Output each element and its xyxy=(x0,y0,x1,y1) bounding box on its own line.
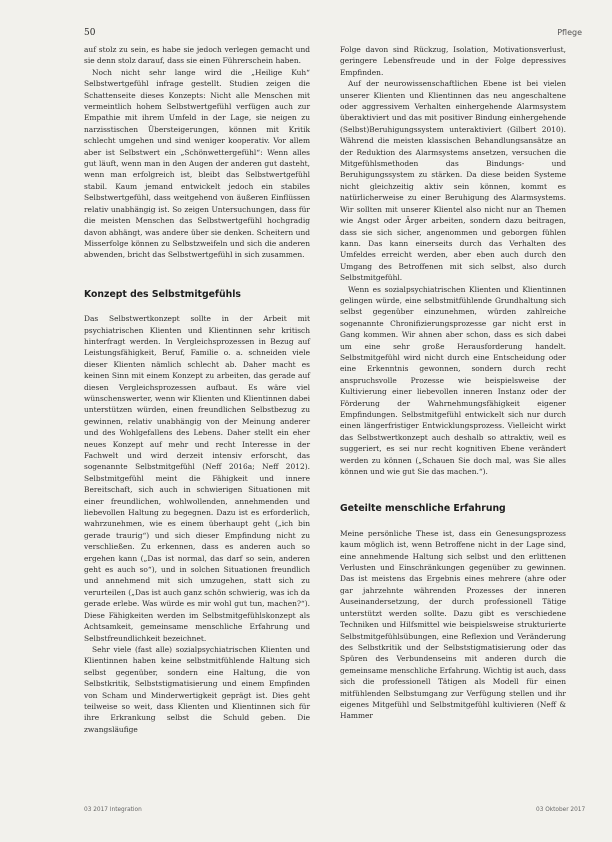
page-number: 50 xyxy=(84,28,96,38)
left-column xyxy=(84,44,310,735)
running-head: Pflege xyxy=(557,28,582,37)
paragraph: Sehr viele (fast alle) sozialpsychiatrischen Klienten und Klientinnen haben keine selbstmitfühlende Haltung sich selbst gegenüber, sondern eine Haltung, die von Selbstkritik, Selbststigmatisierung und einem Empfinden von Scham und Minderwertigkeit geprägt ist. Dies geht teilweise so weit, dass Klienten und Klientinnen sich für ihre Erkrankung selbst die Schuld geben. Die zwangsläufige xyxy=(84,644,310,734)
paragraph: Auf der neurowissenschaftlichen Ebene ist bei vielen unserer Klienten und Klientinnen das neu angeschaltene oder aggressivem Verhalten einhergehende Alarmsystem überaktiviert und das mit positiver Bindung einhergehende (Selbst)Beruhigungssystem unteraktiviert (Gilbert 2010). Während die meisten klassischen Behandlungsansätze an der Reduktion des Alarmsystems ansetzen, versuchen die Mitgefühlsmethoden das Bindungs- und Beruhigungssystem zu stärken. Da diese beiden Systeme nicht gleichzeitig aktiv sein können, kommt es natürlicherweise zu einer Beruhigung des Alarmsystems. Wir sollten mit unserer Klientel also nicht nur an Themen wie Angst oder Ärger arbeiten, sondern dazu beitragen, dass sie sich sicher, angenommen und geborgen fühlen kann. Das kann einerseits durch das Verhalten des Umfeldes erreicht werden, aber eben auch durch den Umgang des Betroffenen mit sich selbst, also durch Selbstmitgefühl. xyxy=(340,79,566,283)
section-heading: Geteilte menschliche Erfahrung xyxy=(340,503,506,515)
paragraph: Das Selbstwertkonzept sollte in der Arbeit mit psychiatrischen Klienten und Klientinnen sehr kritisch hinterfragt werden. In Vergleichsprozessen in Bezug auf Leistungsfähigkeit, Beruf, Familie o. a. schneiden viele dieser Klienten nämlich schlecht ab. Daher macht es keinen Sinn mit einem Konzept zu arbeiten, das gerade auf diesen Vergleichsprozessen aufbaut. Es wäre viel wünschenswerter, wenn wir Klienten und Klientinnen dabei unterstützen würden, einen freundlichen Selbstbezug zu gewinnen, relativ unabhängig von der Meinung anderer und des Wohlgefallens des Lebens. Daher stellt ein eher neues Konzept auf mehr und recht Interesse in der Fachwelt und wird derzeit intensiv erforscht, das sogenannte Selbstmitgefühl (Neff 2016a; Neff 2012). Selbstmitgefühl meint die Fähigkeit und innere Bereitschaft, sich auch in schwierigen Situationen mit einer freundlichen, wohlwollenden, annehmenden und liebevollen Haltung zu begegnen. Dazu ist es erforderlich, wahrzunehmen, wie es einem überhaupt geht („ich bin gerade traurig“) und sich dieser Empfindung nicht zu verschließen. Zu erkennen, dass es anderen auch so ergehen kann („Das ist normal, das darf so sein, anderen geht es auch so“), und in solchen Situationen freundlich und annehmend mit sich umzugehen, statt sich zu verurteilen („Das ist auch ganz schön schwierig, was ich da gerade erlebe. Was würde es mir wohl gut tun, machen?“). Diese Fähigkeiten werden im Selbstmitgefühlskonzept als Achtsamkeit, gemeinsame menschliche Erfahrung und Selbstfreundlichkeit bezeichnet. xyxy=(84,314,310,643)
section-heading: Konzept des Selbstmitgefühls xyxy=(84,288,241,300)
footer-left: 03 2017 Integration xyxy=(84,807,142,813)
paragraph: auf stolz zu sein, es habe sie jedoch verlegen gemacht und sie denn stolz darauf, dass sie einen Führerschein haben. xyxy=(84,45,310,66)
right-column xyxy=(340,44,566,722)
paragraph: Noch nicht sehr lange wird die „Heilige Kuh“ Selbstwertgefühl infrage gestellt. Studien zeigen die Schattenseite dieses Konzepts: Nicht alle Menschen mit vermeintlich hohem Selbstwertgefühl verfügen auch zur Empathie mit ihrem Umfeld in der Lage, sie neigen zu narzisstischen Übersteigerungen, können mit Kritik schlecht umgehen und sind weniger kooperativ. Vor allem aber ist Selbstwert ein „Schönwettergefühl“: Wenn alles gut läuft, wenn man in den Augen der anderen gut dasteht, wenn man erfolgreich ist, bleibt das Selbstwertgefühl stabil. Kaum jemand entwickelt jedoch ein stabiles Selbstwertgefühl, dass weitgehend von äußeren Einflüssen relativ unabhängig ist. So zeigen Untersuchungen, dass für die meisten Menschen das Selbstwertgefühl hochgradig davon abhängt, was andere über sie denken. Scheitern und Misserfolge können zu Selbstzweifeln und sich die anderen abwenden, bricht das Selbstwertgefühl in sich zusammen. xyxy=(84,67,310,260)
paragraph: Meine persönliche These ist, dass ein Genesungsprozess kaum möglich ist, wenn Betroffene nicht in der Lage sind, eine annehmende Haltung sich selbst und den erlittenen Verlusten und Einschränkungen gegenüber zu gewinnen. Das ist meistens das Ergebnis eines mehrere (ahre oder gar jahrzehnte währenden Prozesses der inneren Auseinandersetzung, der durch professionell Tätige unterstützt werden sollte. Dazu gibt es verschiedene Techniken und Hilfsmittel wie beispielsweise strukturierte Selbstmitgefühlsübungen, eine Reflexion und Veränderung des Selbstkritik und der Selbststigmatisierung oder das Spüren des Verbundenseins mit anderen durch die gemeinsame menschliche Erfahrung. Wichtig ist auch, dass sich die professionell Tätigen als Modell für einen mitfühlenden Selbstumgang zur Verfügung stellen und ihr eigenes Mitgefühl und Selbstmitgefühl kultivieren (Neff & Hammer xyxy=(340,528,566,721)
paragraph: Folge davon sind Rückzug, Isolation, Motivationsverlust, geringere Lebensfreude und in der Folge depressives Empfinden. xyxy=(340,45,566,77)
paragraph: Wenn es sozialpsychiatrischen Klienten und Klientinnen gelingen würde, eine selbstmitfühlende Grundhaltung sich selbst gegenüber einzunehmen, würden zahlreiche sogenannte Chronifizierungsprozesse gar nicht erst in Gang kommen. Wir ahnen aber schon, dass es sich dabei um eine sehr große Herausforderung handelt. Selbstmitgefühl wird nicht durch eine Entscheidung oder eine Erkenntnis gewonnen, sondern durch recht anspruchsvolle Prozesse wie beispielsweise der Kultivierung einer liebevollen inneren Instanz oder der Förderung der Wahrnehmungsfähigkeit eigener Empfindungen. Selbstmitgefühl entwickelt sich nur durch einen längerfristiger Entwicklungsprozess. Vielleicht wirkt das Selbstwertkonzept auch deshalb so attraktiv, weil es suggeriert, es sei nur recht kognitiven Ebene verändert werden zu können („Schauen Sie doch mal, was Sie alles können und wie gut Sie das machen.“). xyxy=(340,284,566,477)
footer-right: 03 Oktober 2017 xyxy=(536,807,586,813)
